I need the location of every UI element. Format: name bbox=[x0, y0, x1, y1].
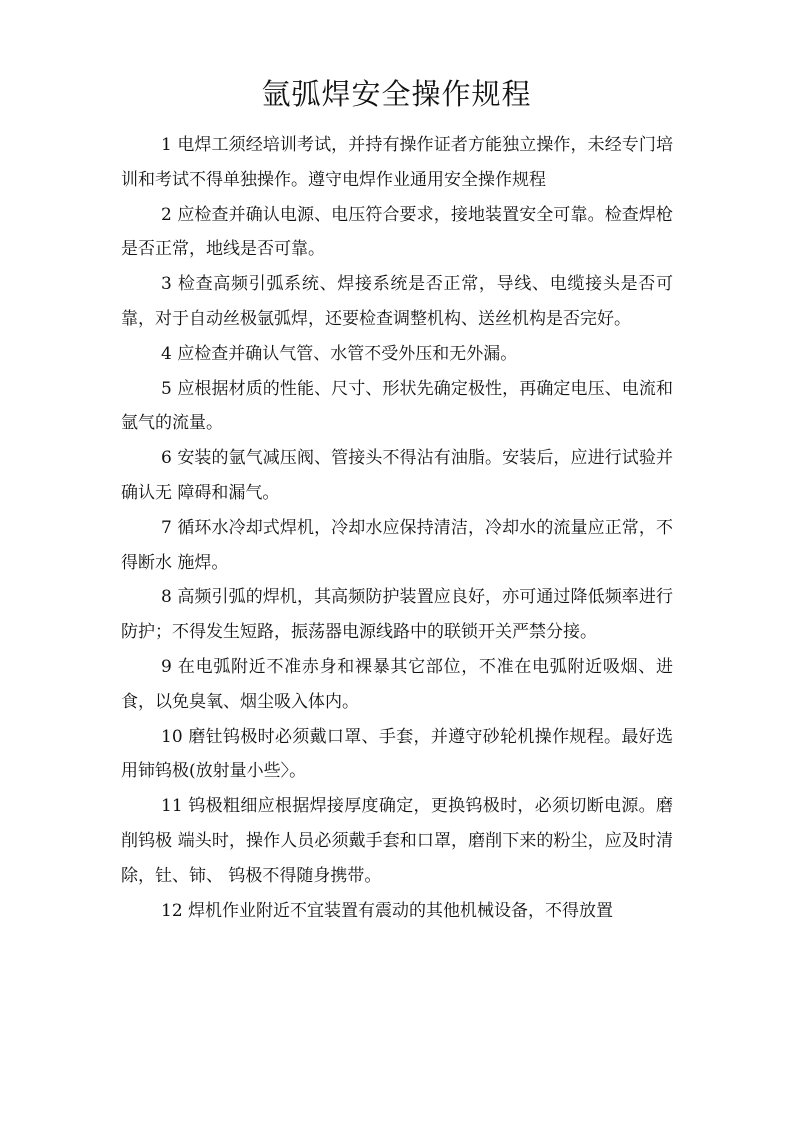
paragraph-1: 1 电焊工须经培训考试，并持有操作证者方能独立操作，未经专门培训和考试不得单独操作。遵守电焊作业通用安全操作规程 bbox=[121, 135, 673, 190]
paragraph-8: 8 高频引弧的焊机，其高频防护装置应良好，亦可通过降低频率进行防护；不得发生短路，振荡器电源线路中的联锁开关严禁分接。 bbox=[121, 587, 673, 643]
paragraph-10: 10 磨钍钨极时必须戴口罩、手套，并遵守砂轮机操作规程。最好选用铈钨极(放射量小些〉。 bbox=[121, 726, 673, 782]
page-title: 氩弧焊安全操作规程 bbox=[261, 77, 532, 111]
paragraph-2: 2 应检查并确认电源、电压符合要求，接地装置安全可靠。检查焊枪是否正常，地线是否可靠。 bbox=[121, 204, 673, 260]
paragraph-11: 11 钨极粗细应根据焊接厚度确定，更换钨极时，必须切断电源。磨削钨极 端头时，操作人员必须戴手套和口罩，磨削下来的粉尘，应及时清除，钍、铈、 钨极不得随身携带。 bbox=[121, 796, 673, 886]
paragraph-7: 7 循环水冷却式焊机，冷却水应保持清洁，冷却水的流量应正常，不得断水 施焊。 bbox=[121, 517, 673, 573]
document-body bbox=[121, 128, 673, 928]
paragraph-9: 9 在电弧附近不准赤身和裸暴其它部位，不准在电弧附近吸烟、进食，以免臭氧、烟尘吸入体内。 bbox=[121, 656, 673, 712]
paragraph-6: 6 安装的氩气减压阀、管接头不得沾有油脂。安装后，应进行试验并确认无 障碍和漏气。 bbox=[121, 448, 673, 503]
paragraph-5: 5 应根据材质的性能、尺寸、形状先确定极性，再确定电压、电流和氩气的流量。 bbox=[121, 378, 673, 434]
paragraph-4: 4 应检查并确认气管、水管不受外压和无外漏。 bbox=[161, 343, 518, 364]
paragraph-12: 12 焊机作业附近不宜装置有震动的其他机械设备，不得放置 bbox=[161, 900, 614, 921]
paragraph-3: 3 检查高频引弧系统、焊接系统是否正常，导线、电缆接头是否可靠，对于自动丝极氩弧焊，还要检查调整机构、送丝机构是否完好。 bbox=[121, 274, 673, 329]
